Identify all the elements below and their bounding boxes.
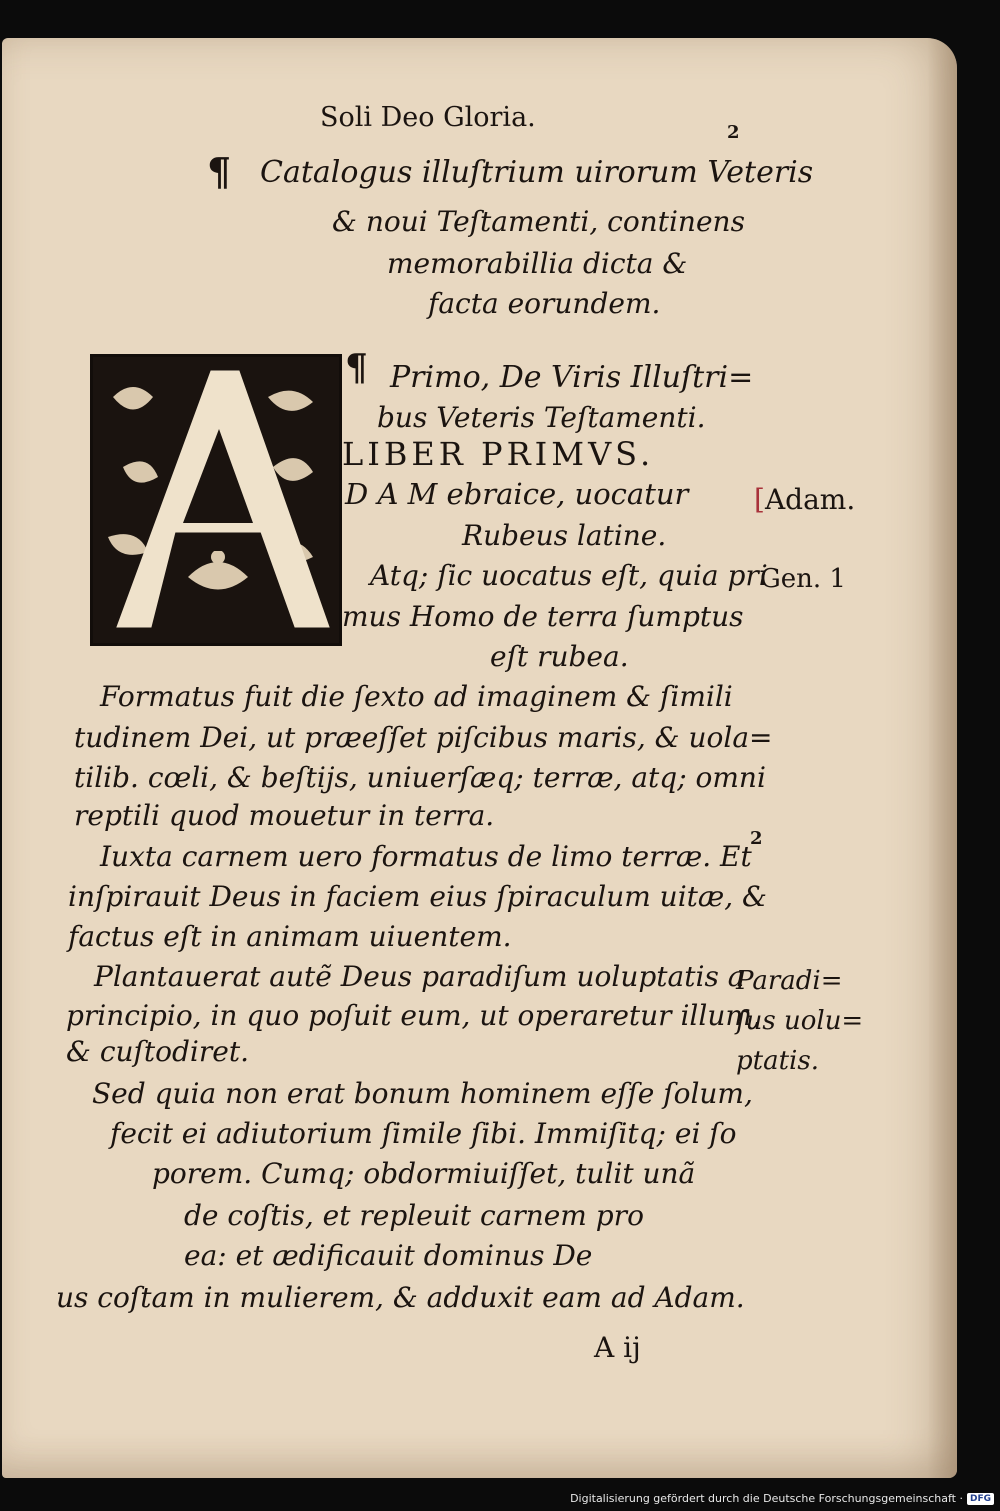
credit-text: Digitalisierung gefördert durch die Deutsche Forschungsgemeinschaft · — [570, 1492, 963, 1505]
body-line: Rubeus latine. — [462, 519, 667, 552]
body-line: Atq; ſic uocatus eſt, quia pri — [370, 559, 768, 592]
margin-note-paradisus: ſus uolu= — [736, 1006, 864, 1036]
title-line: facta eorundem. — [428, 287, 661, 320]
initial-ornament-icon — [93, 357, 339, 643]
signature-mark: A ij — [594, 1331, 641, 1364]
margin-note-gen: Gen. 1 — [760, 564, 846, 594]
body-line: de coſtis, et repleuit carnem pro — [184, 1199, 644, 1232]
body-line: Plantauerat autẽ Deus paradiſum uoluptatis a — [94, 960, 745, 993]
body-line: Iuxta carnem uero formatus de limo terræ. Et — [100, 840, 752, 873]
book-heading: LIBER PRIMVS. — [342, 435, 655, 473]
body-line: porem. Cumq; obdormiuiſſet, tulit unã — [152, 1157, 696, 1190]
book-page — [2, 38, 957, 1478]
margin-note-adam: [Adam. — [754, 483, 856, 516]
title-line: Catalogus illuſtrium uirorum Veteris — [260, 155, 814, 190]
body-line: inſpirauit Deus in faciem eius ſpiraculum uitæ, & — [68, 880, 767, 913]
body-line: principio, in quo poſuit eum, ut operaretur illum, — [66, 999, 761, 1032]
body-line: factus eſt in animam uiuentem. — [68, 920, 512, 953]
body-line: eſt rubea. — [490, 640, 629, 673]
margin-note-paradisus: Paradi= — [736, 966, 843, 996]
section-line: bus Veteris Teſtamenti. — [377, 401, 706, 434]
body-line: reptili quod mouetur in terra. — [74, 799, 495, 832]
dfg-logo-icon: DFG — [967, 1493, 994, 1505]
body-line: fecit ei adiutorium ſimile ſibi. Immiſitq; ei ſo — [110, 1117, 737, 1150]
decorated-initial-A — [90, 354, 342, 646]
body-line: Sed quia non erat bonum hominem eſſe ſolum, — [92, 1077, 753, 1110]
body-line: D A M ebraice, uocatur — [345, 477, 689, 511]
body-line: us coſtam in mulierem, & adduxit eam ad Adam. — [56, 1281, 745, 1314]
title-line: & noui Teſtamenti, continens — [332, 205, 745, 238]
body-line: mus Homo de terra ſumptus — [342, 600, 744, 633]
section-line: Primo, De Viris Illuſtri= — [390, 360, 754, 395]
pilcrow-icon: ¶ — [207, 149, 232, 194]
body-line: Formatus fuit die ſexto ad imaginem & ſimili — [100, 680, 733, 713]
body-line: tudinem Dei, ut præeſſet piſcibus maris, & uola= — [74, 721, 773, 754]
digitization-credit — [570, 1492, 994, 1505]
folio-number: 2 — [727, 122, 740, 143]
margin-note-paradisus: ptatis. — [736, 1046, 819, 1076]
margin-note-number: 2 — [750, 828, 763, 849]
body-line: & cuſtodiret. — [66, 1035, 249, 1068]
body-line: tilib. cœli, & beſtijs, uniuerſæq; terræ, atq; omni — [74, 761, 766, 794]
title-line: memorabillia dicta & — [387, 247, 688, 280]
body-line: ea: et ædificauit dominus De — [184, 1239, 593, 1272]
pilcrow-icon: ¶ — [345, 347, 368, 389]
running-head: Soli Deo Gloria. — [320, 102, 536, 133]
red-bracket-icon: [ — [754, 483, 765, 516]
